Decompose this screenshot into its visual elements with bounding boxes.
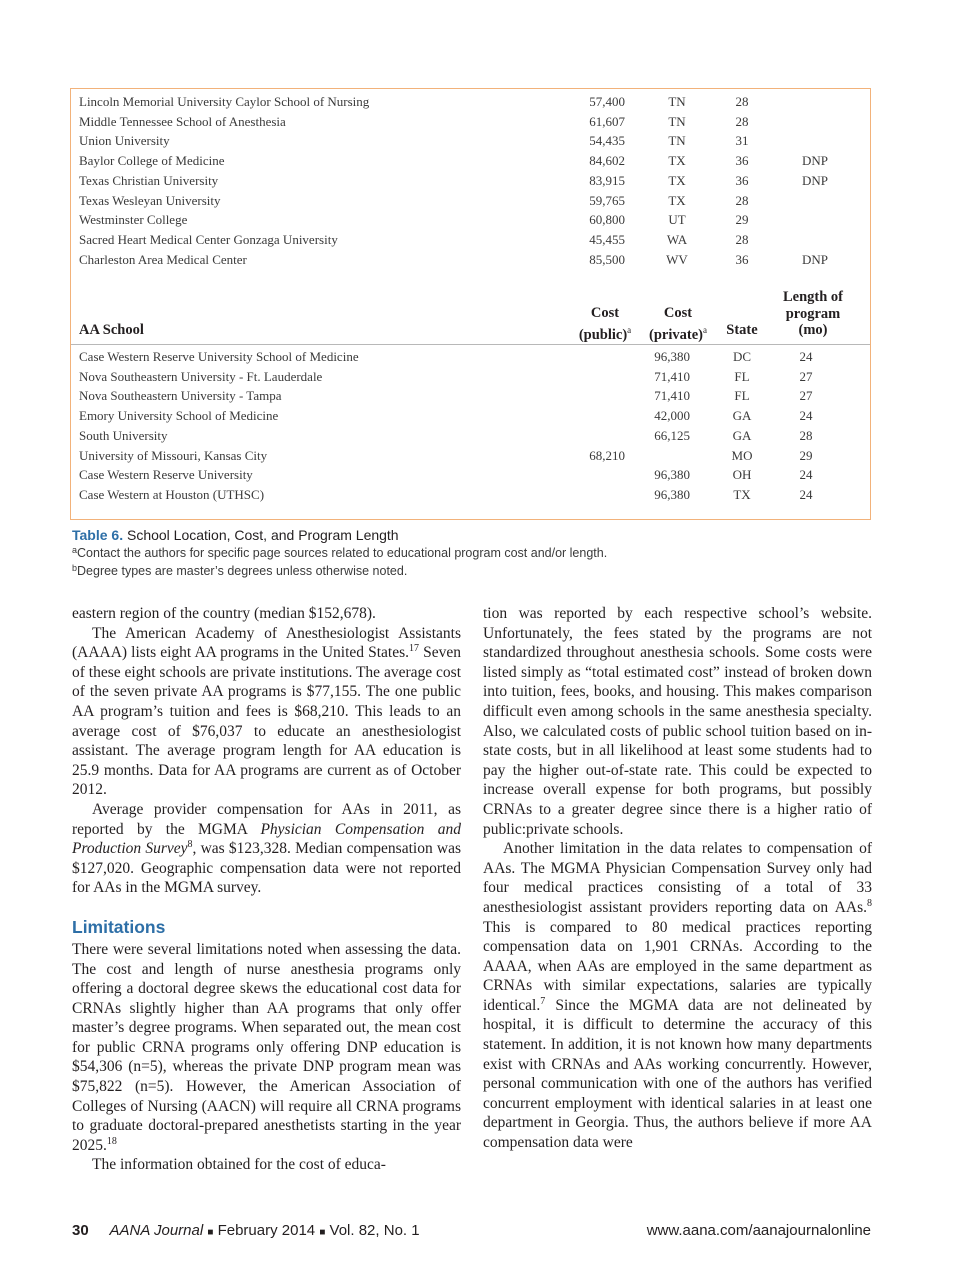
program-length: 29 xyxy=(735,212,749,228)
program-cost: 84,602 xyxy=(589,153,625,169)
crna-table-row xyxy=(71,230,870,250)
header-divider xyxy=(71,344,870,345)
program-length: 36 xyxy=(735,251,749,267)
aa-school-header xyxy=(79,322,144,339)
state-code: FL xyxy=(734,368,750,384)
crna-table-row xyxy=(71,210,870,230)
left-paragraph-4 xyxy=(72,940,461,1156)
right-paragraph-2-text-a: Another limitation in the data relates to compensation of AAs. The MGMA Physician Compensation Survey only had four medical practices consisting of a total of 33 anesthesiologist assistant providers reporting data on AAs. xyxy=(483,840,872,916)
crna-table-row xyxy=(71,171,870,191)
page-number: 30 xyxy=(72,1222,89,1239)
program-length: 28 xyxy=(735,231,749,247)
program-cost: 59,765 xyxy=(589,192,625,208)
state-code: TX xyxy=(668,172,686,188)
cost-public-header-text: (public) xyxy=(578,326,628,343)
school-name: Sacred Heart Medical Center Gonzaga University xyxy=(79,231,338,247)
school-name: Charleston Area Medical Center xyxy=(79,251,247,267)
school-cost-table xyxy=(70,88,871,520)
program-length: 28 xyxy=(735,192,749,208)
aa-table-row xyxy=(71,367,870,387)
left-paragraph-3 xyxy=(72,800,461,898)
left-paragraph-2 xyxy=(72,624,461,800)
crna-table-row xyxy=(71,92,870,112)
private-cost: 42,000 xyxy=(654,408,690,424)
school-name: Westminster College xyxy=(79,212,188,228)
private-cost: 96,380 xyxy=(654,486,690,502)
aa-table-row xyxy=(71,446,870,466)
left-paragraph-4-text: There were several limitations noted when assessing the data. The cost and length of nurse anesthesia programs only offering a doctoral degree skews the educational cost data for CRNAs slightly higher than AA programs that only offer master’s degree programs. When separated out, the mean cost for public CRNA programs only offering DNP education is $54,306 (n=5), whereas the private DNP program mean was $75,822 (n=5). However, the American Association of Colleges of Nursing (AACN) will require all CRNA programs to graduate doctoral-prepared anesthetists starting in the year 2025. xyxy=(72,940,461,1154)
school-name: Nova Southeastern University - Tampa xyxy=(79,388,282,404)
state-code: OH xyxy=(732,467,752,483)
private-cost: 71,410 xyxy=(654,388,690,404)
left-text-column xyxy=(72,604,461,1175)
crna-table-row xyxy=(71,112,870,132)
school-name: Case Western Reserve University xyxy=(79,467,253,483)
school-name: Case Western at Houston (UTHSC) xyxy=(79,486,265,502)
program-cost: 57,400 xyxy=(589,94,625,109)
program-cost: 54,435 xyxy=(589,133,625,149)
reference-8: 8 xyxy=(187,839,193,851)
separator-square-icon: ■ xyxy=(319,1227,326,1238)
state-code: TX xyxy=(733,486,751,502)
length-header-line1: Length of xyxy=(782,289,844,305)
degree-type: DNP xyxy=(801,153,828,169)
private-cost: 96,380 xyxy=(654,349,690,364)
left-paragraph-3-text-a: Average provider compensation for AAs in 2011, as reported by the MGMA xyxy=(72,800,461,838)
state-code: FL xyxy=(734,388,750,404)
left-paragraph-2-text-a: The American Academy of Anesthesiologist Assistants (AAAA) lists eight AA programs in the United States. xyxy=(72,624,461,662)
program-cost: 85,500 xyxy=(589,251,625,267)
cost-public-header-line1: Cost xyxy=(590,305,620,321)
state-code: DC xyxy=(732,349,752,364)
private-cost: 96,380 xyxy=(654,467,690,483)
program-cost: 61,607 xyxy=(589,113,625,129)
length-header xyxy=(768,289,858,339)
page-footer-left xyxy=(72,1222,420,1239)
volume-number: Vol. 82, No. 1 xyxy=(329,1222,420,1239)
table-note-a xyxy=(72,545,607,560)
state-header-label: State xyxy=(726,322,758,338)
program-length: 29 xyxy=(799,447,813,463)
program-length: 24 xyxy=(799,467,813,483)
program-length: 31 xyxy=(735,133,749,149)
program-cost: 45,455 xyxy=(589,231,625,247)
limitations-heading: Limitations xyxy=(72,916,166,937)
school-name: Nova Southeastern University - Ft. Lauderdale xyxy=(79,368,323,384)
program-length: 27 xyxy=(799,388,813,404)
school-name: South University xyxy=(79,427,168,443)
reference-8: 8 xyxy=(867,897,872,909)
table-note-b-text: Degree types are master’s degrees unless otherwise noted. xyxy=(77,564,408,578)
private-cost: 66,125 xyxy=(654,427,690,443)
school-name: Baylor College of Medicine xyxy=(79,153,225,169)
left-paragraph-3-text-b: , was $123,328. Median compensation was $127,020. Geographic compensation data were not reported for AAs in the MGMA survey. xyxy=(72,840,461,897)
length-header-line3: (mo) xyxy=(798,322,828,338)
right-paragraph-2 xyxy=(483,839,872,1153)
cost-private-header-text: (private) xyxy=(649,326,703,343)
state-code: WA xyxy=(666,231,688,247)
state-code: MO xyxy=(731,447,753,463)
journal-url[interactable]: www.aana.com/aanajournalonline xyxy=(646,1222,871,1239)
table-note-a-text: Contact the authors for specific page sources related to educational program cost and/or length. xyxy=(77,546,608,560)
program-length: 24 xyxy=(799,408,813,424)
degree-type: DNP xyxy=(801,251,828,267)
program-length: 24 xyxy=(799,486,813,502)
school-name: Emory University School of Medicine xyxy=(79,408,279,424)
program-length: 24 xyxy=(799,349,813,364)
length-header-line2: program xyxy=(785,305,841,322)
program-cost: 83,915 xyxy=(589,172,625,188)
right-paragraph-1: tion was reported by each respective school’s website. Unfortunately, the fees stated by the programs are not standardized throughout anesthesia schools. Some costs were listed simply as “total estimated cost” instead of broken down into tuition, fees, books, and housing. This makes comparison difficult even among schools in the same anesthesia specialty. Also, we calculated costs of public school tuition based on in-state costs, but in all likelihood at least some students had to pay the higher out-of-state rate. This could be expected to increase overall expense for both programs, but possibly CRNAs to a greater degree since there is a higher ratio of public:private schools. xyxy=(483,605,872,838)
table-note-b xyxy=(72,563,407,578)
program-cost: 60,800 xyxy=(589,212,625,228)
school-name: University of Missouri, Kansas City xyxy=(79,447,268,463)
cost-public-header-line2 xyxy=(571,322,639,343)
cost-private-sup: a xyxy=(702,324,707,335)
right-paragraph-2-text-b: This is compared to 80 medical practices reporting compensation data on 1,901 CRNAs. According to the AAAA, when AAs are employed in the same department as CRNAs with similar expectations, salaries are typically identical. xyxy=(483,918,872,1014)
table-caption-label: Table 6. xyxy=(72,527,124,543)
reference-18: 18 xyxy=(106,1135,117,1147)
program-length: 28 xyxy=(735,94,749,109)
state-code: WV xyxy=(666,251,688,267)
crna-table-row xyxy=(71,151,870,171)
crna-table-row xyxy=(71,191,870,211)
aa-table-row xyxy=(71,406,870,426)
state-code: TX xyxy=(668,153,686,169)
crna-table-row xyxy=(71,131,870,151)
public-cost: 68,210 xyxy=(589,447,625,463)
school-name: Lincoln Memorial University Caylor School of Nursing xyxy=(79,94,370,109)
table-caption-title: School Location, Cost, and Program Length xyxy=(126,527,399,543)
separator-square-icon: ■ xyxy=(207,1227,214,1238)
cost-private-header xyxy=(640,305,716,343)
program-length: 28 xyxy=(799,427,813,443)
cost-public-sup: a xyxy=(627,324,632,335)
aa-table-row xyxy=(71,386,870,406)
left-paragraph-5: The information obtained for the cost of educa- xyxy=(92,1156,386,1174)
left-paragraph-2-text-b: Seven of these eight schools are private institutions. The average cost of the seven private AA programs is $77,155. The one public AA program’s tuition and fees is $68,210. This leads to an average cost of $76,037 to educate an anesthesiologist assistant. The average program length for AA education is 25.9 months. Data for AA programs are current as of October 2012. xyxy=(72,644,461,799)
state-code: TN xyxy=(668,94,686,109)
state-code: GA xyxy=(732,427,752,443)
degree-type: DNP xyxy=(801,172,828,188)
cost-private-header-line2 xyxy=(640,322,716,343)
state-code: TN xyxy=(668,133,686,149)
school-name: Texas Christian University xyxy=(79,172,219,188)
cost-public-header xyxy=(571,305,639,343)
school-name: Union University xyxy=(79,133,170,149)
program-length: 28 xyxy=(735,113,749,129)
journal-name: AANA Journal xyxy=(109,1222,204,1239)
program-length: 27 xyxy=(799,368,813,384)
aa-table-row xyxy=(71,465,870,485)
cost-private-header-line1: Cost xyxy=(663,305,693,321)
program-length: 36 xyxy=(735,172,749,188)
right-text-column xyxy=(483,604,872,1153)
school-name: Case Western Reserve University School of Medicine xyxy=(79,349,359,364)
table-note-a-mark: a xyxy=(72,545,78,555)
aa-table-row xyxy=(71,485,870,505)
school-name: Texas Wesleyan University xyxy=(79,192,221,208)
right-paragraph-2-text-c: Since the MGMA data are not delineated by hospital, it is difficult to determine the accuracy of this statement. In addition, it is not known how many departments exist with CRNAs and AAs working concurrently. However, personal communication with one of the authors has verified concurrent employment with identical salaries in at least one department in Georgia. Thus, the authors believe if more AA compensation data were xyxy=(483,996,872,1152)
state-header xyxy=(716,322,768,339)
aa-table-row xyxy=(71,347,870,367)
state-code: GA xyxy=(732,408,752,424)
aa-table-row xyxy=(71,426,870,446)
left-paragraph-1: eastern region of the country (median $152,678). xyxy=(72,605,376,622)
table-caption xyxy=(72,527,399,543)
crna-table-row xyxy=(71,250,870,270)
state-code: TN xyxy=(668,113,686,129)
state-code: TX xyxy=(668,192,686,208)
table-note-b-mark: b xyxy=(72,563,78,573)
school-name: Middle Tennessee School of Anesthesia xyxy=(79,113,286,129)
private-cost: 71,410 xyxy=(654,368,690,384)
program-length: 36 xyxy=(735,153,749,169)
reference-7: 7 xyxy=(540,995,546,1007)
state-code: UT xyxy=(668,212,686,228)
aa-school-header-label: AA School xyxy=(79,322,144,338)
survey-title: Physician Compensation and Production Survey xyxy=(72,820,461,858)
issue-date: February 2014 xyxy=(217,1222,316,1239)
reference-17: 17 xyxy=(409,643,420,655)
